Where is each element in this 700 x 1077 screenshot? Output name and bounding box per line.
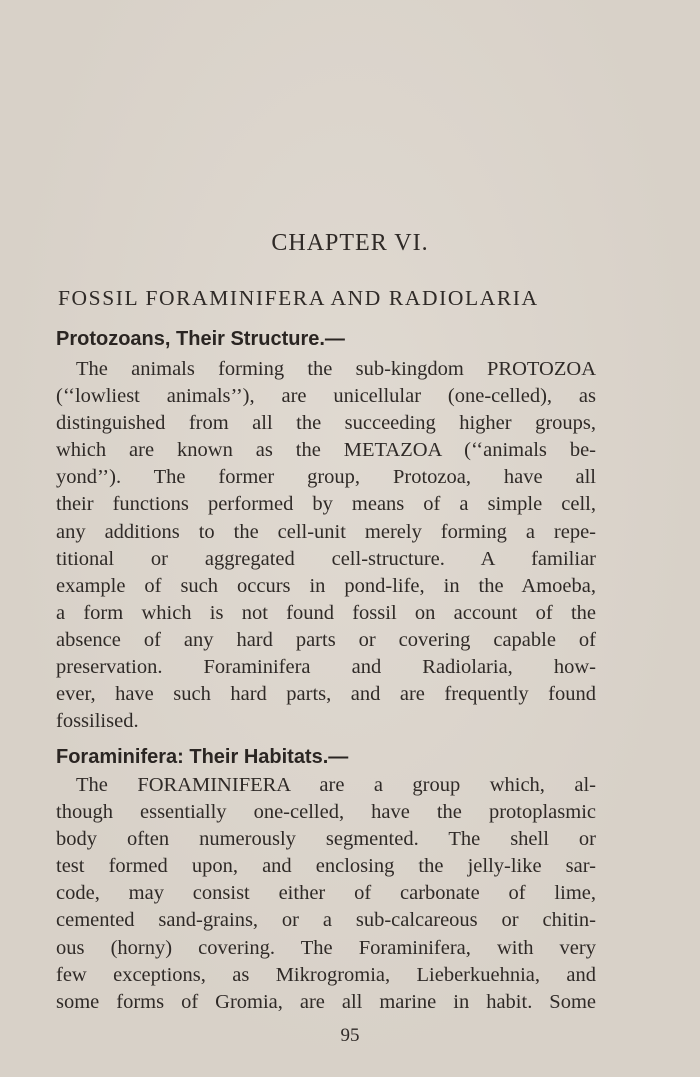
chapter-title: FOSSIL FORAMINIFERA AND RADIOLARIA [58, 286, 539, 310]
text-line: though essentially one-celled, have the protoplasmic [56, 801, 596, 824]
text-line: their functions performed by means of a simple cell, [56, 493, 596, 516]
text-line: any additions to the cell-unit merely forming a repe- [56, 520, 596, 543]
text-line: The animals forming the sub-kingdom PROTOZOA [76, 358, 596, 380]
paragraph-foraminifera [56, 772, 596, 1016]
text-line: which are known as the METAZOA (‘‘animals be- [56, 439, 596, 462]
section-heading-foraminifera: Foraminifera: Their Habitats.— [56, 746, 349, 768]
text-line: The FORAMINIFERA are a group which, al- [76, 774, 596, 796]
text-line: distinguished from all the succeeding higher groups, [56, 412, 596, 435]
text-line: some forms of Gromia, are all marine in habit. Some [56, 990, 596, 1013]
text-line: absence of any hard parts or covering capable of [56, 628, 596, 651]
text-line: body often numerously segmented. The shell or [56, 828, 596, 851]
text-line: titional or aggregated cell-structure. A familiar [56, 547, 596, 570]
text-line: (‘‘lowliest animals’’), are unicellular (one-celled), as [56, 385, 596, 408]
text-line: preservation. Foraminifera and Radiolaria, how- [56, 656, 596, 679]
page-number: 95 [340, 1025, 360, 1046]
text-line: a form which is not found fossil on account of the [56, 601, 596, 624]
chapter-heading: CHAPTER VI. [271, 230, 429, 256]
text-line: ever, have such hard parts, and are frequently found [56, 683, 596, 706]
text-line: ous (horny) covering. The Foraminifera, with very [56, 936, 596, 959]
text-line: fossilised. [56, 710, 139, 733]
text-line: code, may consist either of carbonate of lime, [56, 882, 596, 905]
text-line: test formed upon, and enclosing the jelly-like sar- [56, 855, 596, 878]
text-line: yond’’). The former group, Protozoa, have all [56, 466, 596, 489]
section-heading-protozoans: Protozoans, Their Structure.— [56, 328, 345, 350]
paragraph-protozoans [56, 356, 596, 735]
text-line: cemented sand-grains, or a sub-calcareous or chitin- [56, 909, 596, 932]
text-line: few exceptions, as Mikrogromia, Lieberkuehnia, and [56, 963, 596, 986]
text-line: example of such occurs in pond-life, in the Amoeba, [56, 574, 596, 597]
